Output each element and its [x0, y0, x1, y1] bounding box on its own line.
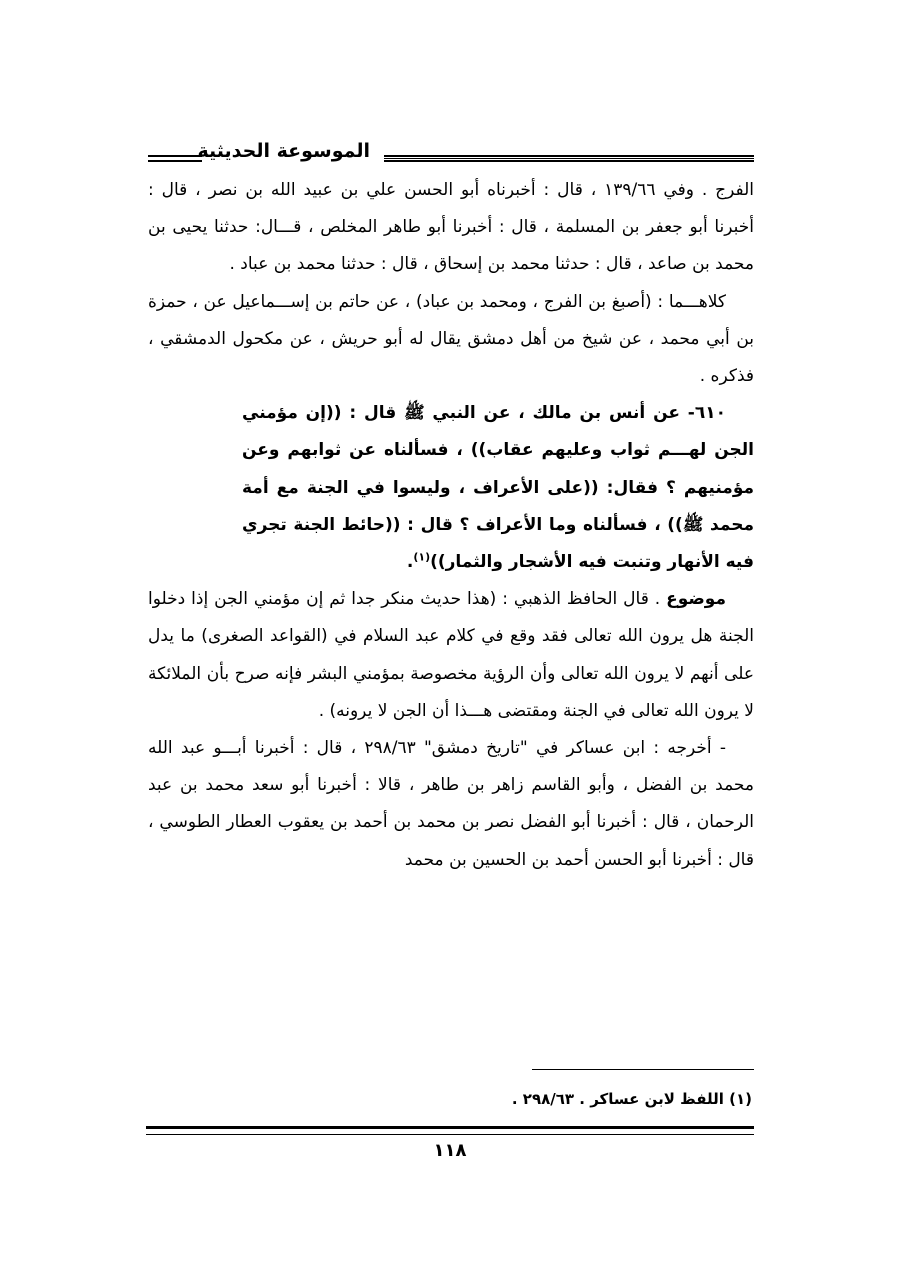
hadith-text: ٦١٠- عن أنس بن مالك ، عن النبي ﷺ قال : ((إن مؤمني الجن لهـــم ثواب وعليهم عقاب)) ، فسألناه عن ثوابهم وعن مؤمنيهم ؟ فقال: ((على الأعراف ، وليسوا في الجنة مع أمة محمد ﷺ)) ، فسألناه وما الأعراف ؟ قال : ((حائط الجنة تجري فيه الأنهار وتنبت فيه الأشجار والثمار)) — [242, 403, 754, 573]
page-number: ١١٨ — [433, 1140, 467, 1161]
body-text — [148, 172, 754, 879]
paragraph-chain: كلاهـــما : (أصبغ بن الفرج ، ومحمد بن عباد) ، عن حاتم بن إســـماعيل عن ، حمزة بن أبي محمد ، عن شيخ من أهل دمشق يقال له أبو حريش ، عن مكحول الدمشقي ، فذكره . — [148, 291, 754, 387]
hadith-end: . — [406, 552, 414, 573]
footnote: (١) اللفظ لابن عساكر . ٢٩٨/٦٣ . — [511, 1090, 752, 1108]
header-rule-right — [384, 155, 754, 162]
paragraph-continuation: الفرج . وفي ١٣٩/٦٦ ، قال : أخبرناه أبو الحسن علي بن عبيد الله بن نصر ، قال : أخبرنا أبو جعفر بن المسلمة ، قال : أخبرنا أبو طاهر المخلص ، قـــال: حدثنا يحيى بن محمد بن صاعد ، قال : حدثنا محمد بن إسحاق ، قال : حدثنا محمد بن عباد . — [148, 180, 754, 275]
footnote-separator — [532, 1069, 754, 1070]
footnote-reference: (١) — [413, 550, 431, 564]
paragraph-takhrij: - أخرجه : ابن عساكر في "تاريخ دمشق" ٢٩٨/٦٣ ، قال : أخبرنا أبـــو عبد الله محمد بن الفضل ، وأبو القاسم زاهر بن طاهر ، قالا : أخبرنا أبو سعد محمد بن عبد الرحمان ، قال : أخبرنا أبو الفضل نصر بن محمد بن أحمد بن يعقوب العطار الطوسي ، قال : أخبرنا أبو الحسن أحمد بن الحسين بن محمد — [148, 738, 754, 870]
header-rule-left — [148, 155, 202, 162]
ruling-text: . قال الحافظ الذهبي : (هذا حديث منكر جدا ثم إن مؤمني الجن إذا دخلوا الجنة هل يرون الله تعالى فقد وقع في كلام عبد السلام في (القواعد الصغرى) ما يدل على أنهم لا يرون الله تعالى وأن الرؤية مخصوصة بمؤمني البشر فإنه صرح بأن الملائكة لا يرون الله تعالى في الجنة ومقتضى هـــذا أن الجن لا يرونه) . — [148, 589, 754, 721]
paragraph-ruling — [148, 581, 754, 730]
hadith-entry — [148, 395, 754, 581]
footer-rule — [146, 1126, 754, 1135]
ruling-label: موضوع — [666, 589, 726, 610]
header-title: الموسوعة الحديثية — [197, 140, 370, 162]
